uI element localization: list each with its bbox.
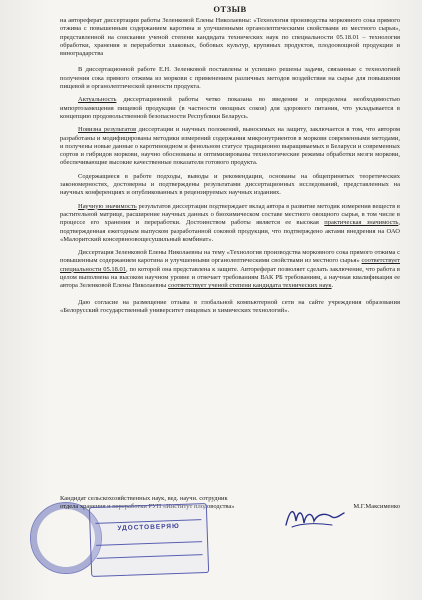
novelty-heading: Новизна результатов bbox=[78, 126, 137, 134]
stamp-label: УДОСТОВЕРЯЮ bbox=[117, 522, 180, 533]
practical-heading: практическая значимость bbox=[324, 219, 399, 227]
paragraph-tasks: В диссертационной работе Е.Н. Зеленковой поставлены и успешно решены задачи, связанные с технологией получения сока прямого отжима из моркови с применением различных методов воздействия на сырье для повышения пищевой и органолептической ценности продукта. bbox=[60, 66, 400, 91]
paragraph-significance bbox=[60, 203, 400, 244]
significance-text: результатов диссертации подтверждает вклад автора в развитие методик измерения веществ в растительной матрице, расширение научных данных о биохимическом составе местного овощного сырья, в том числе в процессе его хранения и переработки. Достоинством работы является ее высокая bbox=[60, 202, 400, 227]
relevance-heading: Актуальность bbox=[78, 96, 117, 104]
conclusion-specialty: соответствует специальности 05.18.01 bbox=[60, 257, 400, 273]
conclusion-text-b: , по которой она представлена к защите. Автореферат позволяет сделать заключение, что работа в целом выполнена на высоком научном уровне и отвечает требованиям ВАК РБ требованиям, а научная квалификация ее автора Зеленковой Елены Николаевны bbox=[60, 265, 400, 290]
paragraph-novelty bbox=[60, 126, 400, 167]
conclusion-degree: соответствует ученой степени кандидата технических наук bbox=[168, 282, 332, 290]
paragraph-approaches: Содержащиеся в работе подходы, выводы и рекомендации, основаны на общепринятых теоретических закономерностях, достоверны и подтверждены результатами диссертационных исследований, представленных на научных конференциях и опубликованных в рецензируемых научных изданиях. bbox=[60, 172, 400, 197]
novelty-text: диссертации и научных положений, выносимых на защиту, заключается в том, что автором разработаны и модифицированы методики измерений содержания микронутриентов в моркови современными методами, и получены новые данные о каротиноидном и фенольном статусе традиционно выращиваемых в Беларуси и современных сортов и гибридов моркови, научно обоснованы и оптимизированы технологические режимы обработки мезги моркови, обеспечивающие высокие качественные показатели готового продукта. bbox=[60, 126, 400, 167]
stamp-handwriting-line-2 bbox=[96, 533, 202, 546]
paragraph-relevance bbox=[60, 96, 400, 121]
intro-paragraph: на автореферат диссертации работы Зеленковой Елены Николаевны: «Технология производства морковного сока прямого отжима с повышенным содержанием каротина и улучшенными органолептическими свойствами из местного сырья», представленной на соискание ученой степени кандидата технических наук по специальности 05.18.01 – технология обработки, хранения и переработки злаковых, бобовых культур, крупяных продуктов, плодоовощной продукции и виноградарства bbox=[60, 17, 400, 58]
practical-text: , подтвержденная ежегодным выпуском разработанной соковой продукции, что подтверждено актами внедрения на ОАО «Малоритский консервноовощесушильный комбинат». bbox=[60, 219, 400, 243]
conclusion-text-c: . bbox=[331, 282, 334, 290]
signer-name: М.Г.Максименко bbox=[353, 503, 400, 510]
handwritten-signature bbox=[282, 503, 346, 531]
paragraph-conclusion bbox=[60, 249, 400, 290]
conclusion-text-a: Диссертация Зеленковой Елены Николаевны на тему «Технология производства морковного сока прямого отжима с повышенным содержанием каротина и улучшенными органолептическими свойствами из местного сырья» bbox=[60, 249, 400, 265]
signer-department: отдела хранения и переработки РУП «Институт плодоводства» bbox=[60, 503, 235, 511]
signer-degree: Кандидат сельскохозяйственных наук, вед. научн. сотрудник bbox=[60, 495, 228, 502]
paragraph-consent: Даю согласие на размещение отзыва в глобальной компьютерной сети на сайте учреждения образования «Белорусский государственный университет пищевых и химических технологий». bbox=[60, 298, 400, 314]
certification-stamp bbox=[89, 503, 209, 577]
stamp-handwriting-line-3 bbox=[96, 546, 202, 559]
significance-heading: Научную значимость bbox=[78, 202, 137, 210]
relevance-text: диссертационной работы четко показана во введении и определена необходимостью импортозамещения пищевой продукции (в частности овощных соков) для здорового питания, что укладывается в концепцию продовольственной безопасности Республики Беларусь. bbox=[60, 96, 400, 120]
document-title: ОТЗЫВ bbox=[213, 4, 247, 14]
